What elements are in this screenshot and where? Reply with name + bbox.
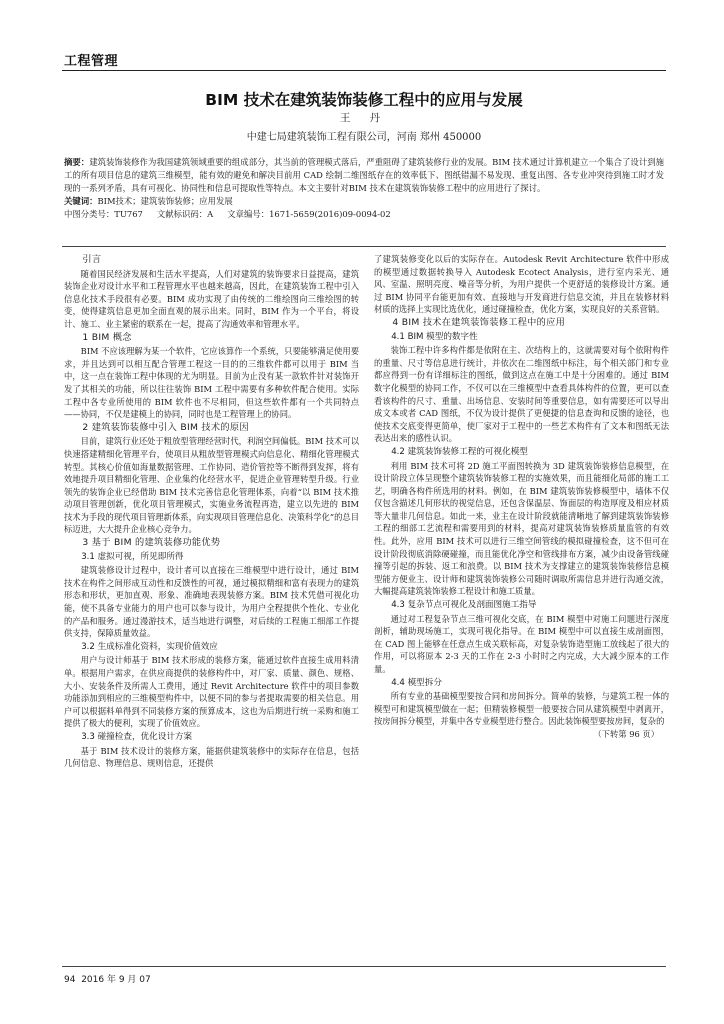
left-column (64, 253, 359, 770)
document-code: 文献标识码：A (156, 209, 214, 219)
section-heading: 3 基于 BIM 的建筑装修功能优势 (82, 537, 221, 549)
article-number: 文章编号：1671-5659(2016)09-0094-02 (227, 209, 391, 219)
paragraph: 随着国民经济发展和生活水平提高，人们对建筑的装饰要求日益提高，建筑装饰企业对设计水平和工程管理水平也越来越高，因此，在建筑装饰工程中引入信息化技术手段很有必要。BIM 成功实现了由传统的二维绘图向三维绘图的转变，使得建筑信息更加全面直观的展示出来。同时，BIM 作为一个平台，将设计、施工、业主紧密的联系在一起，提高了沟通效率和管理水平。 (64, 268, 359, 329)
issue-date: 2016 年 9 月 07 (81, 975, 151, 985)
paragraph: BIM 不应该理解为某一个软件，它应该算作一个系统，只要能够满足使用要求，并且达到可以相互配合管理工程这一目的的三维软件都可以用于 BIM 当中，这一点在装饰工程中体现的尤为明显。目前为止没有某一款软件针对装饰开发了其相关的功能，所以往往装饰 BIM 工程中需要有多种软件配合使用。实际工程中各专业所使用的 BIM 软件也不尽相同，但这些软件都有一个共同特点——协同，不仅是建模上的协同，同时也是工程管理上的协同。 (64, 346, 359, 420)
top-rule (62, 70, 666, 71)
bottom-rule (62, 966, 666, 967)
abstract-block (64, 156, 664, 221)
author: 王 丹 (339, 112, 389, 124)
paragraph: 目前，建筑行业还处于粗放型管理经营时代，利润空间偏低。BIM 技术可以快速搭建精细化管理平台，使项目从粗放型管理模式向信息化、精细化管理模式转型。其核心价值如海量数据管理、工作协同、造价管控等不断得到发挥，将有效地提升项目精细化管理、企业集约化经营水平，促进企业管理转型升级。行业领先的装饰企业已经借助 BIM 技术完善信息化管理体系，向着“以 BIM 技术推动项目管理创新，优化项目管理模式，实施业务流程再造，建立以先进的 BIM 技术为手段的现代项目管理新体系，向实现项目管理信息化、决策科学化”的总目标迈进，大大提升企业核心竞争力。 (64, 436, 359, 535)
right-column (374, 253, 669, 741)
paragraph: 建筑装修设计过程中，设计者可以直接在三维模型中进行设计，通过 BIM 技术在构件之间形成互动性和反馈性的可视，通过模拟精细和富有表现力的建筑形态和形状，更加直观、形象、准确地表现装修方案。BIM 技术凭借可视化功能，使不具备专业能力的用户也可以参与设计，为用户全程提供个性化、专业化的产品和服务。通过漫游技术，适当地进行调整，对后续的工程施工细部工作提供支持，保障质量效益。 (64, 565, 359, 639)
subsection-heading: 3.2 生成标准化资料，实现价值效应 (81, 641, 218, 652)
subsection-heading: 3.1 虚拟可视，所见即所得 (81, 551, 184, 562)
abstract-divider (62, 246, 666, 247)
footer (64, 972, 151, 985)
abstract-text: 建筑装饰装修作为我国建筑领域重要的组成部分，其当前的管理模式落后，严重阻碍了建筑装修行业的发展。BIM 技术通过计算机建立一个集合了设计到施工的所有项目信息的建筑三维模型，能有效的避免和解决目前用 CAD 绘制二维图纸存在的效率低下、图纸错漏不易发现、重复出图、各专业冲突待到施工时才发现的一系列矛盾，具有可视化、协同性和信息可提取性等特点。本文主要针对BIM 技术在建筑装饰装修工程中的应用进行了探讨。 (64, 157, 664, 193)
paragraph: 通过对工程复杂节点三维可视化交底，在 BIM 模型中对施工问题进行深度剖析，辅助现场施工，实现可视化指导。在 BIM 模型中可以直接生成剖面图，在 CAD 图上能够在任意点生成关联标高，对复杂装饰造型施工放线起了很大的作用，可以将原本 2-3 天的工作在 2-3 小时时之内完成，大大减少原本的工作量。 (374, 613, 669, 674)
subsection-heading: 4.3 复杂节点可视化及剖面图施工指导 (391, 600, 537, 611)
subsection-heading: 4.4 模型拆分 (391, 677, 442, 688)
abstract (64, 156, 664, 195)
paragraph: 了建筑装修变化以后的实际存在。Autodesk Revit Architecture 软件中形成的模型通过数据转换导入 Autodesk Ecotect Analysis，进行室内采光、通风、室温、照明亮度、噪音等分析，为用户提供一个更舒适的装修设计方案。通过 BIM 协同平台能更加有效、直接地与开发商进行信息交流，并且在装修材料材质的选择上实现比选优化，通过碰撞检查，优化方案，实现良好的关系营销。 (374, 254, 669, 315)
paragraph: 利用 BIM 技术可将 2D 施工平面图转换为 3D 建筑装饰装修信息模型，在设计阶段立体呈现整个建筑装饰装修工程的实施效果，而且能细化局部的施工工艺，明确各构件所选用的材料。例如，在 BIM 建筑装饰装修模型中，墙体不仅仅包含描述几何形状的视觉信息，还包含保温层、饰面层的构造厚度及相应材质等大量非几何信息。如此一来，业主在设计阶段就能清晰地了解到建筑装饰装修工程的细部工艺流程和需要用到的材料，提高对建筑装饰装修质量监管的有效性。此外，应用 BIM 技术可以进行三维空间管线的模拟碰撞检查，这不但可在设计阶段彻底消除硬碰撞，而且能优化净空和管线排布方案，减少由设备管线碰撞等引起的拆装、返工和浪费。以 BIM 技术为支撑建立的建筑装饰装修信息模型能方便业主、设计师和建筑装饰装修公司随时调取所需信息并进行沟通交流，大幅提高建筑装饰装修工程设计和施工质量。 (374, 460, 669, 597)
meta-row (64, 208, 664, 221)
keywords-label: 关键词： (64, 196, 98, 206)
affiliation: 中建七局建筑装饰工程有限公司，河南 郑州 450000 (246, 132, 482, 143)
section-heading: 2 建筑装饰装修中引入 BIM 技术的原因 (82, 421, 249, 433)
subsection-heading: 3.3 碰撞检查，优化设计方案 (81, 731, 193, 742)
keywords (64, 195, 664, 208)
subsection-heading: 4.1 BIM 模型的数字性 (391, 331, 478, 342)
article-title: BIM 技术在建筑装饰装修工程中的应用与发展 (205, 91, 523, 109)
abstract-label: 摘要： (64, 157, 90, 167)
section-heading: 1 BIM 概念 (82, 331, 132, 343)
page-number: 94 (64, 975, 76, 985)
paragraph: 装饰工程中许多构件都是依附在主、次结构上的，这就需要对每个依附构件的重量、尺寸等信息进行统计，并依次在二维图纸中标注，每个相关部门和专业都应得到一份有详细标注的图纸，做到这点在施工中是十分困难的。通过 BIM 数字化模型的协同工作，不仅可以在三维模型中查看具体构件的位置，更可以查看该构件的尺寸、重量、出场信息、安装时间等重要信息，如有需要还可以导出成文本或者 CAD 图纸，不仅为设计提供了更便捷的信息查询和反馈的途径，也使技术交底变得更简单，使厂家对于工程中的一些艺术构件有了文本和图纸无法表达出来的感性认识。 (374, 345, 669, 444)
section-heading: 4 BIM 技术在建筑装饰装修工程中的应用 (392, 316, 566, 328)
section-label: 工程管理 (64, 54, 119, 69)
continuation-note: （下转第 96 页） (593, 728, 659, 739)
paragraph: 基于 BIM 技术设计的装修方案，能据供建筑装修中的实际存在信息，包括几何信息、物理信息、规则信息，还提供 (64, 745, 359, 769)
keywords-text: BIM技术；建筑装饰装修；应用发展 (97, 196, 233, 206)
clc-number: 中图分类号：TU767 (64, 209, 143, 219)
paragraph: 所有专业的基础模型要按合同和房间拆分。简单的装修，与建筑工程一体的模型可和建筑模型做在一起；但精装修模型一般要按合同从建筑模型中剥离开，按房间拆分模型，并集中各专业模型进行整合。因此装饰模型要按房间，复杂的 (374, 691, 669, 727)
subsection-heading: 4.2 建筑装饰装修工程的可视化模型 (391, 446, 528, 457)
paragraph: 用户与设计师基于 BIM 技术形成的装修方案，能通过软件直接生成用料清单。根据用户需求，在供应商提供的装修构件中，对厂家、质量、颜色、规格、大小、安装条件及所需人工费用，通过 Revit Architecture 软件中的项目参数功能添加到相应的三维模型构件中，以便不同的参与者提取需要的相关信息。用户可以根据料单得到不同装修方案的预算成本，这也为后期进行统一采购和施工提供了极大的便利，实现了价值效应。 (64, 655, 359, 729)
section-heading: 引言 (82, 254, 102, 265)
